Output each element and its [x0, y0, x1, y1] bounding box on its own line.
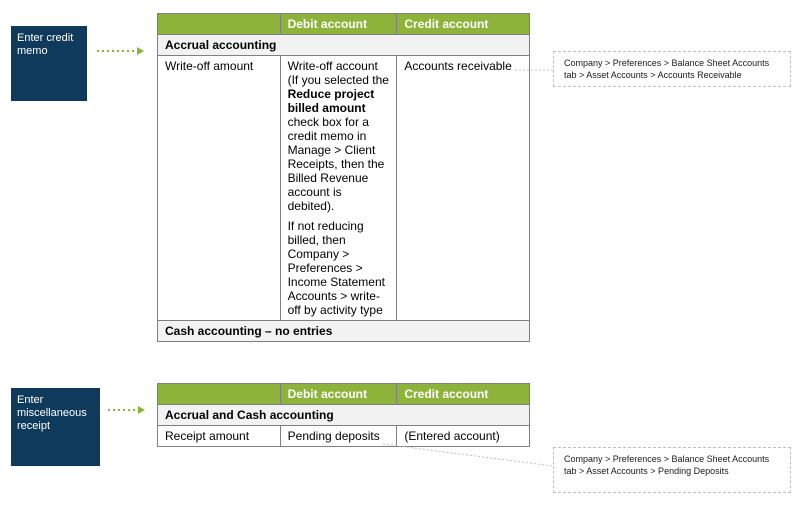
step-enter-misc-receipt [11, 388, 100, 466]
header-debit: Debit account [280, 14, 397, 35]
section-row [158, 321, 530, 342]
note-pending-deposits [553, 447, 791, 493]
credit-memo-table [157, 13, 530, 342]
section-row [158, 405, 530, 426]
header-blank [158, 14, 281, 35]
note-text: Company > Preferences > Balance Sheet Accounts tab > Asset Accounts > Pending Deposits [564, 454, 770, 476]
header-credit: Credit account [397, 384, 530, 405]
header-blank [158, 384, 281, 405]
step-label: Enter miscellaneous receipt [17, 394, 87, 432]
table-header-row [158, 14, 530, 35]
row-label: Receipt amount [158, 426, 281, 447]
row-label: Write-off amount [158, 56, 281, 321]
arrow-icon [108, 405, 148, 415]
debit-cell [280, 56, 397, 321]
credit-cell: Accounts receivable [397, 56, 530, 321]
step-enter-credit-memo [11, 26, 87, 101]
table-row [158, 426, 530, 447]
step-label: Enter credit memo [17, 32, 74, 57]
header-debit: Debit account [280, 384, 397, 405]
table-header-row [158, 384, 530, 405]
section-row [158, 35, 530, 56]
arrow-icon [97, 46, 147, 56]
note-accounts-receivable [553, 51, 791, 87]
debit-text-cont: check box for a credit memo in Manage > Client Receipts, then the Billed Revenue account is debited). [287, 115, 385, 213]
connector-line-pd [383, 444, 553, 466]
table-row [158, 56, 530, 321]
debit-text: Write-off account (If you selected the [287, 59, 389, 87]
section-title: Accrual accounting [158, 35, 530, 56]
section-title: Cash accounting – no entries [158, 321, 530, 342]
debit-cell: Pending deposits [280, 426, 397, 447]
debit-text-2: If not reducing billed, then Company > Preferences > Income Statement Accounts > write-off by activity type [287, 219, 385, 317]
credit-cell: (Entered account) [397, 426, 530, 447]
section-title: Accrual and Cash accounting [158, 405, 530, 426]
note-text: Company > Preferences > Balance Sheet Accounts tab > Asset Accounts > Accounts Receivable [564, 58, 770, 80]
header-credit: Credit account [397, 14, 530, 35]
misc-receipt-table [157, 383, 530, 447]
debit-bold-text: Reduce project billed amount [287, 87, 375, 115]
